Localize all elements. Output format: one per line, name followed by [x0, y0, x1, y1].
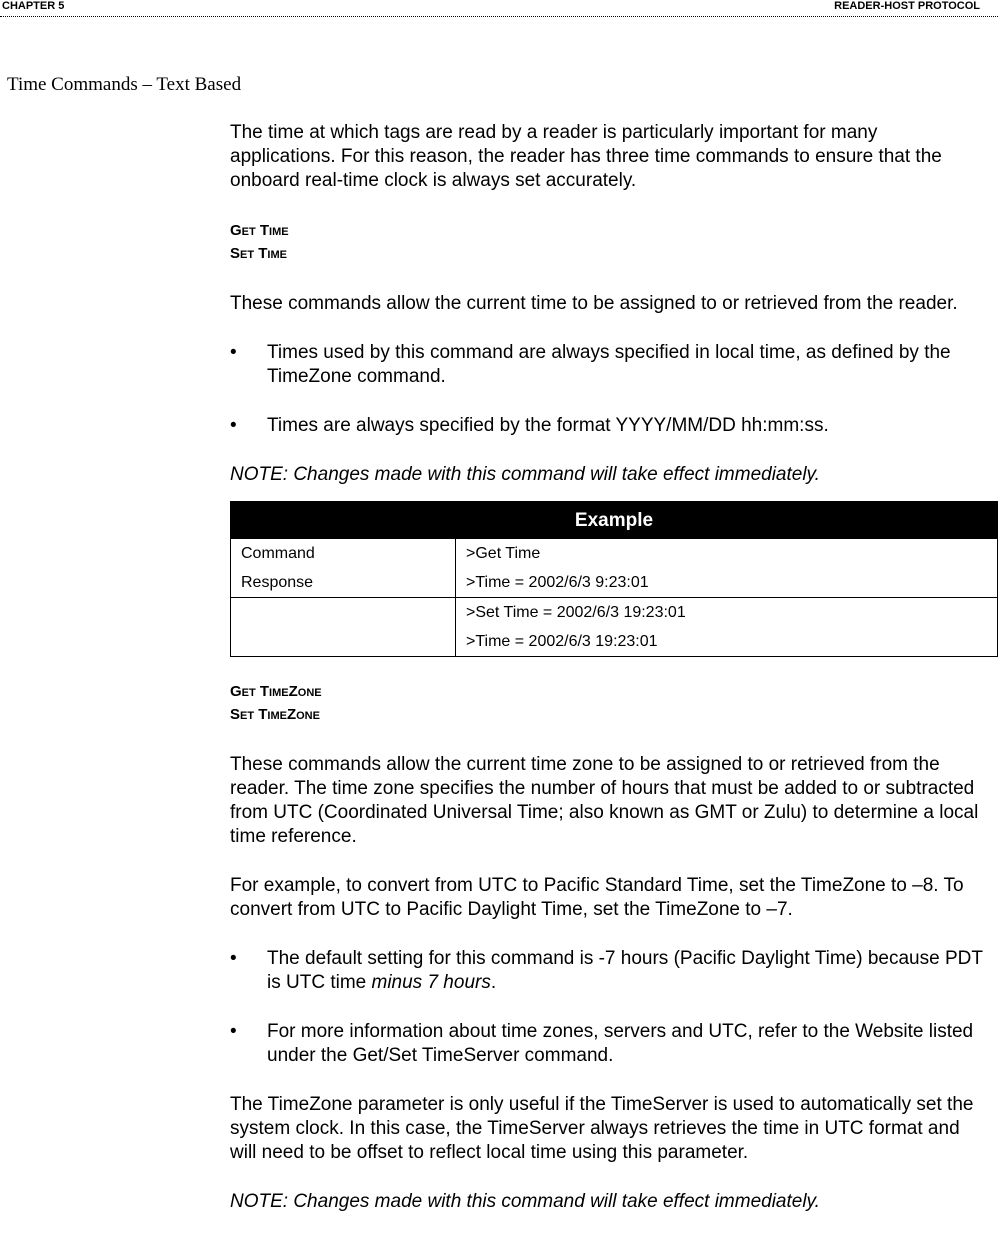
command-value: >Get Time — [466, 545, 541, 562]
time-description: These commands allow the current time to be assigned to or retrieved from the reader. — [230, 293, 958, 314]
section-label: READER-HOST PROTOCOL — [834, 0, 980, 12]
get-timezone-heading: Get TimeZone — [230, 683, 322, 700]
bullet-end: . — [490, 972, 497, 993]
list-item — [230, 1020, 985, 1068]
example-table — [230, 501, 998, 657]
response-label: Response — [241, 574, 314, 591]
list-item-text: Times are always specified by the format YYYY/MM/DD hh:mm:ss. — [267, 415, 829, 436]
timezone-param-note: The TimeZone parameter is only useful if the TimeServer is used to automatically set the system clock. In this case, the TimeServer always retrieves the time in UTC format and will need to be offset to reflect local time using this parameter. — [230, 1094, 974, 1163]
bullet-icon: • — [230, 415, 237, 436]
bullet-icon: • — [230, 1021, 237, 1042]
timezone-description: These commands allow the current time zone to be assigned to or retrieved from the reader. The time zone specifies the number of hours that must be added to or subtracted from UTC (Coordinated Universal Time; also known as GMT or Zulu) to determine a local time reference. — [230, 754, 979, 847]
table-cell — [456, 598, 998, 657]
response-value: >Time = 2002/6/3 19:23:01 — [466, 633, 658, 650]
timezone-note: NOTE: Changes made with this command will take effect immediately. — [230, 1191, 820, 1212]
page-header — [0, 0, 998, 17]
chapter-label: CHAPTER 5 — [2, 0, 65, 12]
list-item — [230, 947, 985, 995]
list-item — [230, 341, 985, 389]
section-title: Time Commands – Text Based — [7, 74, 242, 95]
list-item-text: Times used by this command are always specified in local time, as defined by the TimeZone command. — [267, 342, 951, 387]
set-time-heading: Set Time — [230, 245, 287, 262]
table-cell — [231, 598, 456, 657]
response-value: >Time = 2002/6/3 9:23:01 — [466, 574, 649, 591]
get-time-heading: Get Time — [230, 222, 289, 239]
example-table-title: Example — [231, 502, 998, 539]
table-cell — [231, 539, 456, 598]
list-item-text — [267, 948, 983, 993]
table-cell — [456, 539, 998, 598]
bullet-icon: • — [230, 342, 237, 363]
main-content — [230, 121, 985, 1214]
intro-paragraph: The time at which tags are read by a reader is particularly important for many applications. For this reason, the reader has three time commands to ensure that the onboard real-time clock is always set accurately. — [230, 122, 942, 191]
command-value: >Set Time = 2002/6/3 19:23:01 — [466, 604, 686, 621]
table-row — [231, 539, 998, 598]
time-note: NOTE: Changes made with this command will take effect immediately. — [230, 464, 820, 485]
bullet-icon: • — [230, 948, 237, 969]
list-item — [230, 414, 985, 438]
table-row — [231, 598, 998, 657]
bullet-emphasis: minus 7 hours — [371, 972, 491, 993]
command-label: Command — [241, 545, 315, 562]
bullet-text: The default setting for this command is -7 hours (Pacific Daylight Time) because PDT is UTC time — [267, 948, 983, 993]
timezone-example: For example, to convert from UTC to Pacific Standard Time, set the TimeZone to –8. To convert from UTC to Pacific Daylight Time, set the TimeZone to –7. — [230, 875, 964, 920]
list-item-text: For more information about time zones, servers and UTC, refer to the Website listed under the Get/Set TimeServer command. — [267, 1021, 974, 1066]
set-timezone-heading: Set TimeZone — [230, 706, 320, 723]
